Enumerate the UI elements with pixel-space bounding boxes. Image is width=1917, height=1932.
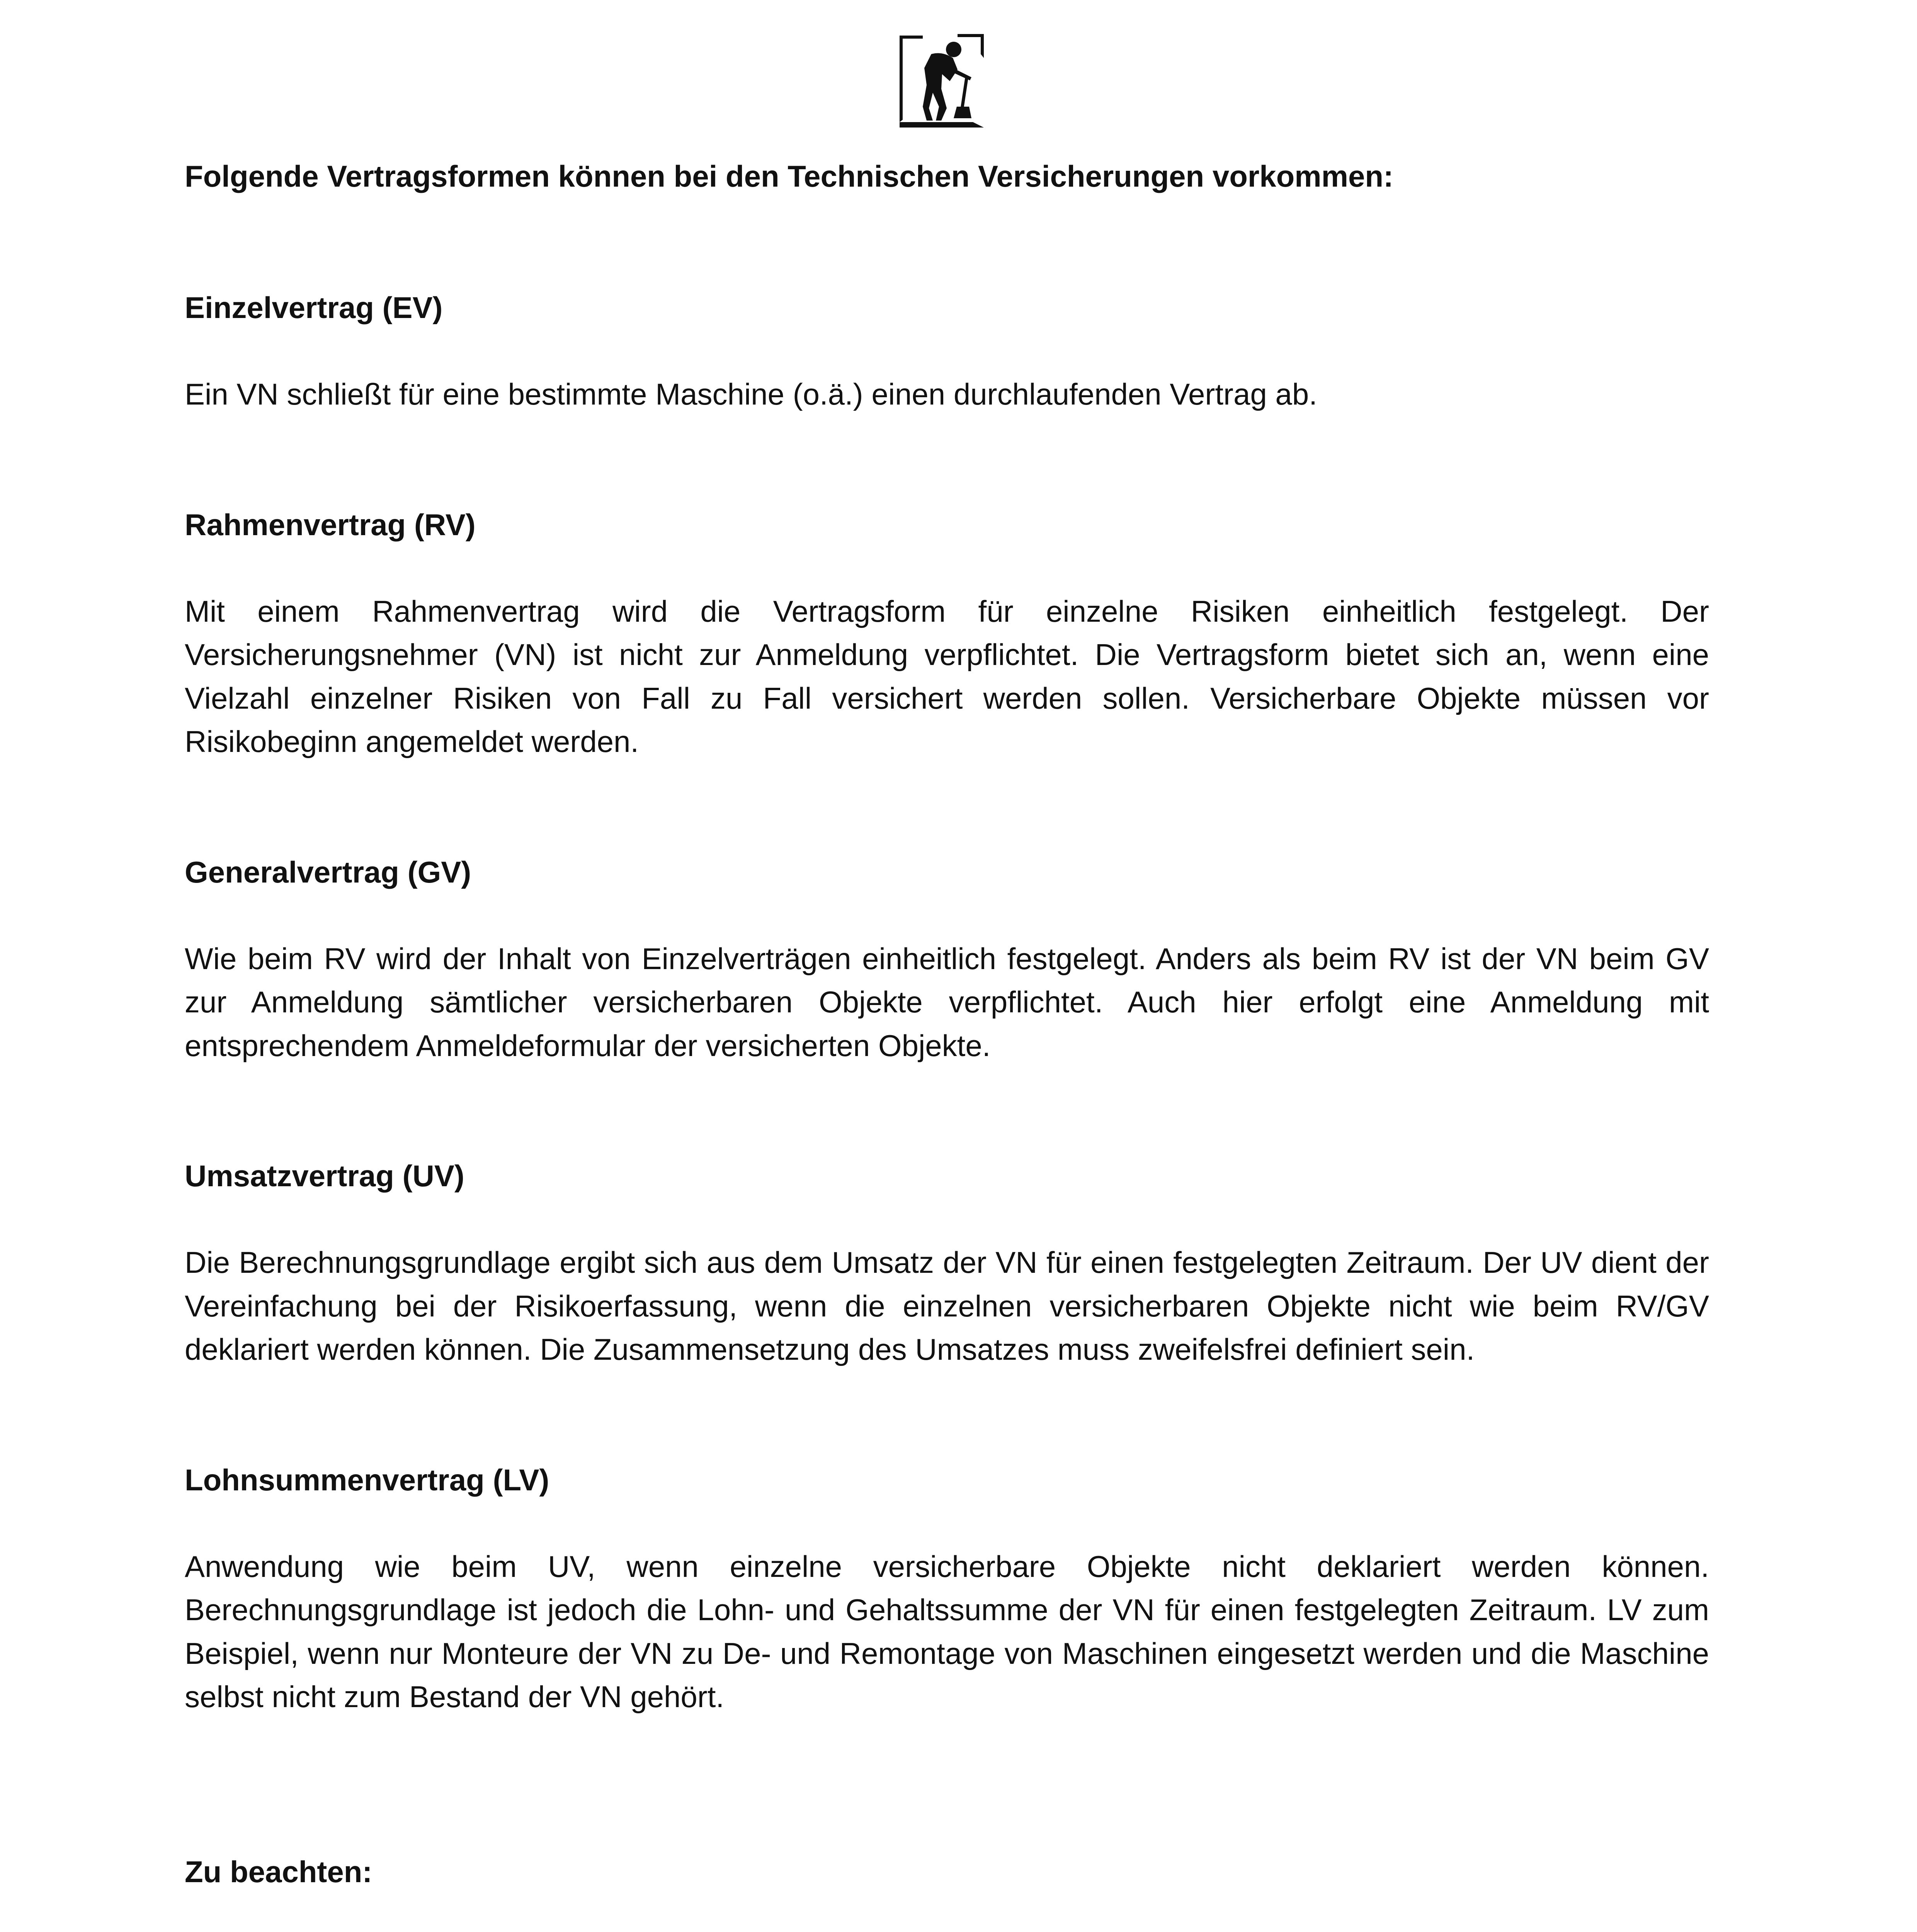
section-body-rahmenvertrag: Mit einem Rahmenvertrag wird die Vertragsform für einzelne Risiken einheitlich festgelegt. Der Versicherungsnehmer (VN) ist nicht zur Anmeldung verpflichtet. Die Vertragsform bietet sich an, wenn eine Vielzahl einzelner Risiken von Fall zu Fall versichert werden sollen. Versicherbare Objekte müssen vor Risikobeginn angemeldet werden. xyxy=(185,594,1709,759)
section-body-lohnsummenvertrag: Anwendung wie beim UV, wenn einzelne versicherbare Objekte nicht deklariert werden können. Berechnungsgrundlage ist jedoch die Lohn- und Gehaltssumme der VN für einen festgelegten Zeitraum. LV zum Beispiel, wenn nur Monteure der VN zu De- und Remontage von Maschinen eingesetzt werden und die Maschine selbst nicht zum Bestand der VN gehört. xyxy=(185,1549,1709,1714)
section-heading-lohnsummenvertrag: Lohnsummenvertrag (LV) xyxy=(185,1463,549,1497)
section-body-generalvertrag: Wie beim RV wird der Inhalt von Einzelverträgen einheitlich festgelegt. Anders als beim RV ist der VN beim GV zur Anmeldung sämtlicher versicherbaren Objekte verpflichtet. Auch hier erfolgt eine Anmeldung mit entsprechendem Anmeldeformular der versicherten Objekte. xyxy=(185,941,1709,1063)
section-heading-einzelvertrag: Einzelvertrag (EV) xyxy=(185,291,443,325)
section-body-umsatzvertrag: Die Berechnungsgrundlage ergibt sich aus dem Umsatz der VN für einen festgelegten Zeitraum. Der UV dient der Vereinfachung bei der Risikoerfassung, wenn die einzelnen versicherbaren Objekte nicht wie beim RV/GV deklariert werden können. Die Zusammensetzung des Umsatzes muss zweifelsfrei definiert sein. xyxy=(185,1245,1709,1366)
section-heading-umsatzvertrag: Umsatzvertrag (UV) xyxy=(185,1159,464,1193)
worker-shovel-logo-icon xyxy=(896,31,988,128)
section-body-einzelvertrag: Ein VN schließt für eine bestimmte Maschine (o.ä.) einen durchlaufenden Vertrag ab. xyxy=(185,377,1317,411)
document-content xyxy=(185,155,1709,1932)
section-heading-zu-beachten: Zu beachten: xyxy=(185,1854,373,1889)
section-heading-generalvertrag: Generalvertrag (GV) xyxy=(185,855,471,889)
section-heading-rahmenvertrag: Rahmenvertrag (RV) xyxy=(185,507,476,542)
page-title: Folgende Vertragsformen können bei den Technischen Versicherungen vorkommen: xyxy=(185,159,1393,193)
